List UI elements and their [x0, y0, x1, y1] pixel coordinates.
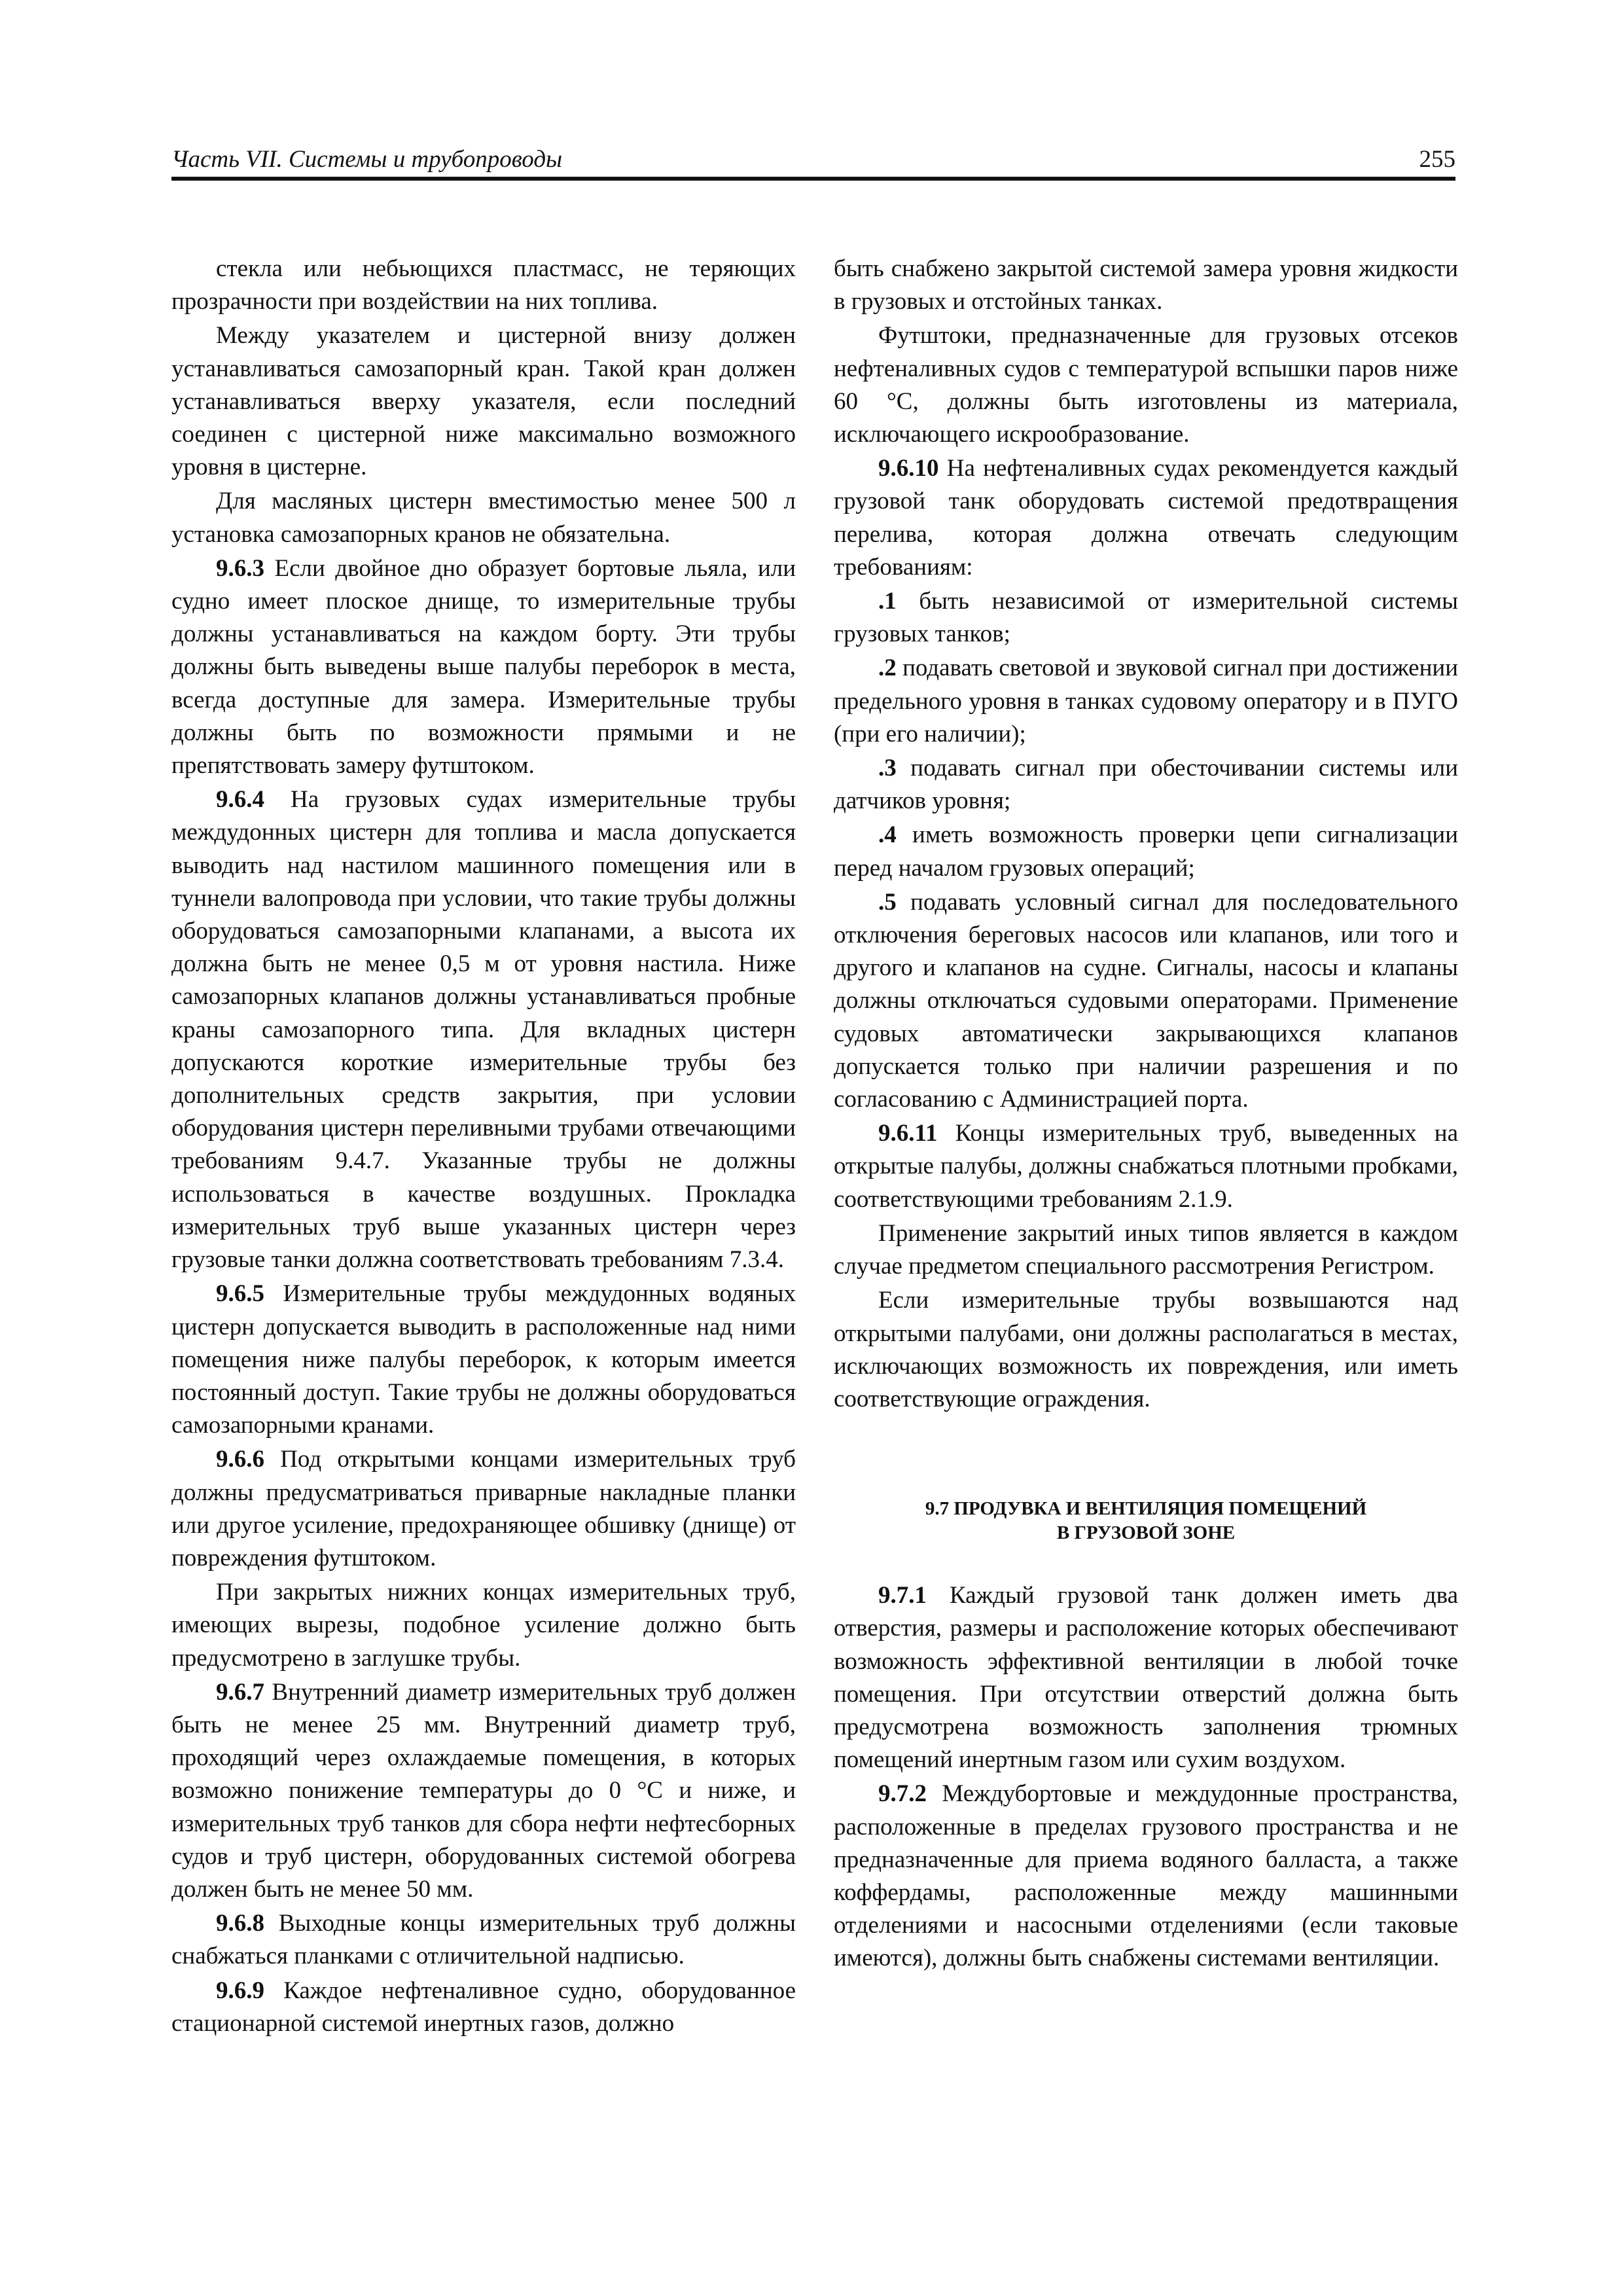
- clause-number: 9.6.8: [216, 1910, 264, 1937]
- clause-number: 9.6.3: [216, 554, 264, 582]
- page-number: 255: [1419, 146, 1455, 173]
- section-heading-line-1: 9.7 ПРОДУВКА И ВЕНТИЛЯЦИЯ ПОМЕЩЕНИЙ: [925, 1498, 1367, 1520]
- paragraph: [171, 552, 796, 782]
- clause-number: .5: [878, 888, 897, 916]
- paragraph: [171, 783, 796, 1276]
- paragraph-text: Футштоки, предназначенные для грузовых отсеков нефтеналивных судов с температурой вспышки паров ниже 60 °С, должны быть изготовлены из материала, исключающего искрообразование.: [834, 322, 1458, 448]
- paragraph: [171, 1975, 796, 2040]
- clause-number: 9.6.11: [878, 1120, 938, 1147]
- paragraph-text: Внутренний диаметр измерительных труб должен быть не менее 25 мм. Внутренний диаметр труб, проходящий через охлаждаемые помещения, в которых возможно понижение температуры до 0 °С и ниже, и измерительных труб танков для сбора нефти нефтесборных судов и труб цистерн, оборудованных системой обогрева должен быть не менее 50 мм.: [171, 1678, 796, 1903]
- paragraph: [834, 1217, 1458, 1283]
- paragraph: [171, 1278, 796, 1442]
- paragraph: [171, 485, 796, 550]
- clause-number: .3: [878, 755, 897, 782]
- paragraph: [834, 819, 1458, 884]
- paragraph: [834, 1117, 1458, 1216]
- running-title: Часть VII. Системы и трубопроводы: [171, 146, 563, 173]
- paragraph-text: Между указателем и цистерной внизу должен устанавливаться самозапорный кран. Такой кран должен устанавливаться вверху указателя, если последний соединен с цистерной ниже максимально возможного уровня в цистерне.: [171, 322, 796, 481]
- paragraph: [834, 253, 1458, 318]
- paragraph-text: подавать световой и звуковой сигнал при достижении предельного уровня в танках судовому оператору и в ПУГО (при его наличии);: [834, 655, 1458, 747]
- paragraph: [171, 1676, 796, 1906]
- clause-number: 9.7.1: [878, 1582, 927, 1609]
- paragraph-text: Выходные концы измерительных труб должны снабжаться планками с отличительной надписью.: [171, 1910, 796, 1970]
- paragraph: [834, 886, 1458, 1116]
- paragraph-text: иметь возможность проверки цепи сигнализации перед началом грузовых операций;: [834, 821, 1459, 882]
- paragraph: [171, 1907, 796, 1973]
- clause-number: 9.6.5: [216, 1280, 264, 1308]
- clause-number: 9.6.4: [216, 786, 264, 814]
- header-rule: [171, 177, 1455, 181]
- paragraph-text: стекла или небьющихся пластмасс, не теряющих прозрачности при воздействии на них топлива.: [171, 255, 796, 315]
- clause-number: 9.6.6: [216, 1446, 264, 1473]
- clause-number: 9.6.10: [878, 455, 939, 482]
- paragraph-text: Если двойное дно образует бортовые льяла, или судно имеет плоское днище, то измерительные трубы должны устанавливаться на каждом борту. Эти трубы должны быть выведены выше палубы переборок в места, всегда доступные для замера. Измерительные трубы должны быть по возможности прямыми и не препятствовать замеру футштоком.: [171, 554, 796, 780]
- section-heading-line-2: В ГРУЗОВОЙ ЗОНЕ: [1056, 1522, 1236, 1544]
- paragraph-text: На грузовых судах измерительные трубы междудонных цистерн для топлива и масла допускается выводить над настилом машинного помещения или в туннели валопровода при условии, что такие трубы должны оборудоваться самозапорными клапанами, а высота их должна быть не менее 0,5 м от уровня настила. Ниже самозапорных клапанов должны устанавливаться пробные краны самозапорного типа. Для вкладных цистерн допускаются короткие измерительные трубы без дополнительных средств закрытия, при условии оборудования цистерн переливными трубами отвечающими требованиям 9.4.7. Указанные трубы не должны использоваться в качестве воздушных. Прокладка измерительных труб выше указанных цистерн через грузовые танки должна соответствовать требованиям 7.3.4.: [171, 786, 796, 1274]
- left-column: [171, 253, 796, 2041]
- clause-number: .2: [878, 655, 897, 682]
- clause-number: 9.6.7: [216, 1678, 264, 1706]
- paragraph: [834, 752, 1458, 817]
- paragraph: [834, 1579, 1458, 1776]
- paragraph-text: Каждый грузовой танк должен иметь два отверстия, размеры и расположение которых обеспечивают возможность эффективной вентиляции в любой точке помещения. При отсутствии отверстий должна быть предусмотрена возможность заполнения трюмных помещений инертным газом или сухим воздухом.: [834, 1582, 1458, 1774]
- paragraph-text: подавать сигнал при обесточивании системы или датчиков уровня;: [834, 755, 1459, 815]
- paragraph: [834, 319, 1458, 451]
- paragraph-text: подавать условный сигнал для последовательного отключения береговых насосов или клапанов, или того и другого и клапанов на судне. Сигналы, насосы и клапаны должны отключаться судовыми операторами. Применение судовых автоматически закрывающихся клапанов допускается только при наличии разрешения и по согласованию с Администрацией порта.: [834, 888, 1459, 1113]
- paragraph-text: быть независимой от измерительной системы грузовых танков;: [834, 588, 1459, 648]
- paragraph: [834, 452, 1458, 584]
- paragraph-text: Измерительные трубы междудонных водяных цистерн допускается выводить в расположенные над ними помещения ниже палубы переборок, к которым имеется постоянный доступ. Такие трубы не должны оборудоваться самозапорными кранами.: [171, 1280, 796, 1439]
- clause-number: .1: [878, 588, 897, 615]
- paragraph-text: быть снабжено закрытой системой замера уровня жидкости в грузовых и отстойных танках.: [834, 255, 1458, 315]
- clause-number: 9.6.9: [216, 1977, 264, 2004]
- paragraph-text: Под открытыми концами измерительных труб должны предусматриваться приварные накладные планки или другое усиление, предохраняющее обшивку (днище) от повреждения футштоком.: [171, 1446, 796, 1571]
- paragraph-text: Если измерительные трубы возвышаются над открытыми палубами, они должны располагаться в местах, исключающих возможность их повреждения, или иметь соответствующие ограждения.: [834, 1287, 1458, 1412]
- right-column-top: [834, 253, 1458, 1416]
- paragraph-text: На нефтеналивных судах рекомендуется каждый грузовой танк оборудовать системой предотвращения перелива, которая должна отвечать следующим требованиям:: [834, 455, 1458, 581]
- right-column: [834, 253, 1458, 1977]
- paragraph: [171, 253, 796, 318]
- paragraph-text: Концы измерительных труб, выведенных на открытые палубы, должны снабжаться плотными пробками, соответствующими требованиям 2.1.9.: [834, 1120, 1458, 1213]
- paragraph-text: Междубортовые и междудонные пространства, расположенные в пределах грузового пространства и не предназначенные для приема водяного балласта, а также коффердамы, расположенные между машинными отделениями и насосными отделениями (если таковые имеются), должны быть снабжены системами вентиляции.: [834, 1780, 1458, 1972]
- paragraph: [834, 1778, 1458, 1975]
- running-header: [171, 145, 1455, 177]
- clause-number: .4: [878, 821, 897, 849]
- clause-number: 9.7.2: [878, 1780, 927, 1808]
- section-heading: [834, 1497, 1458, 1545]
- paragraph: [171, 1443, 796, 1575]
- paragraph: [834, 1284, 1458, 1416]
- paragraph-text: Для масляных цистерн вместимостью менее 500 л установка самозапорных кранов не обязательна.: [171, 488, 796, 548]
- paragraph: [834, 585, 1458, 651]
- paragraph-text: Каждое нефтеналивное судно, оборудованное стационарной системой инертных газов, должно: [171, 1977, 796, 2037]
- paragraph: [834, 652, 1458, 751]
- paragraph: [171, 1576, 796, 1675]
- paragraph: [171, 319, 796, 484]
- paragraph-text: При закрытых нижних концах измерительных труб, имеющих вырезы, подобное усиление должно быть предусмотрено в заглушке трубы.: [171, 1579, 796, 1672]
- right-column-bottom: [834, 1579, 1458, 1975]
- paragraph-text: Применение закрытий иных типов является в каждом случае предметом специального рассмотрения Регистром.: [834, 1219, 1458, 1280]
